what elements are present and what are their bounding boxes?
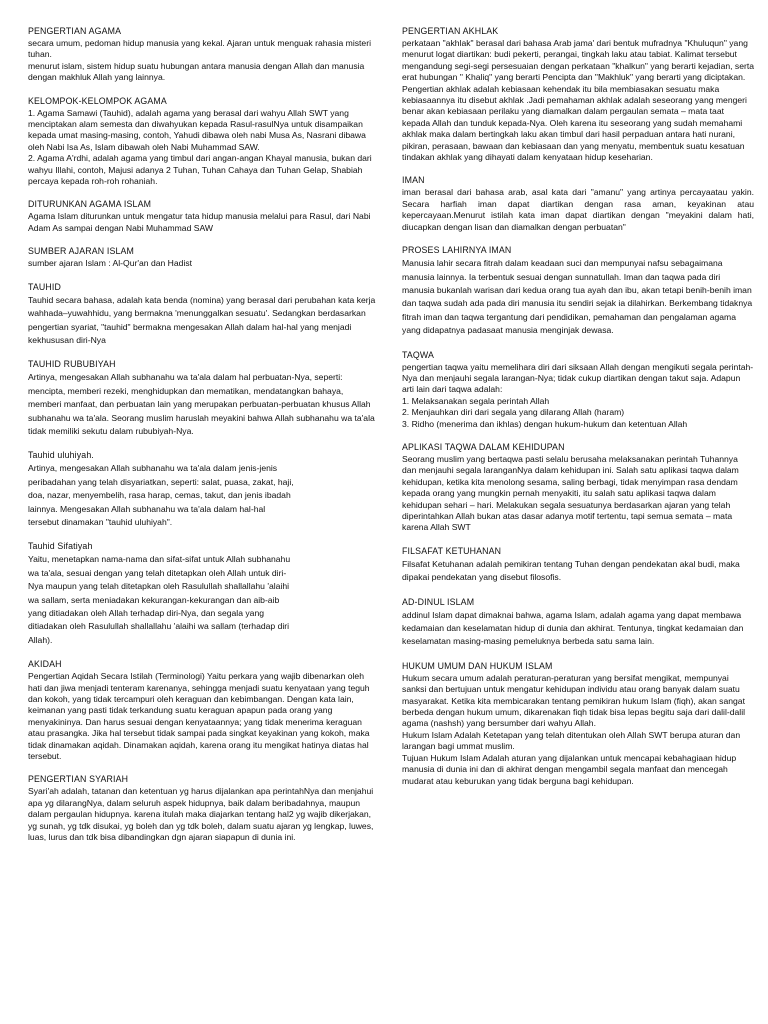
- section-iman: [402, 175, 754, 233]
- section-hukum: [402, 661, 754, 787]
- right-column: [402, 26, 754, 1024]
- paragraph: Agama Islam diturunkan untuk mengatur tata hidup manusia melalui para Rasul, dari Nabi Adam As sampai dengan Nabi Muhammad SAW: [28, 211, 371, 233]
- paragraph: Tujuan Hukum Islam Adalah aturan yang dijalankan untuk mencapai kebahagiaan hidup manusia di dunia ini dan di akhirat dengan mengambil segala manfaat dan mencegah mudarat atau keburukan yang tidak berguna bagi kehidupan.: [402, 752, 737, 786]
- paragraph: Artinya, mengesakan Allah subhanahu wa ta'ala dalam hal perbuatan-Nya, seperti: mencipta, memberi rezeki, menghidupkan dan mematikan, mendatangkan bahaya, memberi manfaat, dan perbuatan lain yang merupakan perbuatan-perbuatan khusus Allah subhanahu wa ta'ala. Seorang muslim haruslah meyakini bahwa Allah subhanahu wa ta'ala tidak memiliki sekutu dalam rububiyah-Nya.: [28, 372, 375, 436]
- section-tauhid-uluhiyah: [28, 450, 376, 529]
- paragraph: Seorang muslim yang bertaqwa pasti selalu berusaha melaksanakan perintah Tuhannya dan menjauhi segala laranganNya dalam kehidupan ini. Salah satu aplikasi taqwa dalam kehidupan, ketika kita menolong sesama, saling berbagi, tidak menyimpan rasa dendam kepada orang yang mungkin pernah menyakiti, itu salah satu aplikasi taqwa dalam kehidupan sehari – hari. Melakukan segala sesuatunya berdasarkan ajaran yang telah diperintahkan Allah bukan atas dasar adanya motif tertentu, tapi semua semata – mata karena Allah SWT: [402, 453, 739, 533]
- section-heading: Tauhid Sifatiyah: [28, 541, 93, 552]
- section-tauhid-rububiyah: [28, 359, 376, 438]
- section-heading: PENGERTIAN SYARIAH: [28, 774, 129, 785]
- section-heading: AD-DINUL ISLAM: [402, 596, 475, 607]
- section-heading: HUKUM UMUM DAN HUKUM ISLAM: [402, 660, 553, 671]
- paragraph: Manusia lahir secara fitrah dalam keadaan suci dan mempunyai nafsu sebagaimana manusia lainnya. Ia terbentuk sesuai dengan sunnatullah. Iman dan taqwa pada diri manusia bukanlah warisan dari kedua orang tua ayah dan ibu, akan tetapi benih-benih iman dan taqwa sudah ada pada diri manusia itu sendiri sejak ia dilahirkan. Berkembang tidaknya fitrah iman dan taqwa tergantung dari pendidikan, pemahaman dan pengalaman agama yang didapatnya padasaat manusia menginjak dewasa.: [402, 258, 753, 336]
- section-akidah: [28, 659, 376, 762]
- paragraph: addinul Islam dapat dimaknai bahwa, agama Islam, adalah agama yang dapat membawa kedamaian dan keselamatan hidup di dunia dan akhirat. Tentunya, tingkat kedamaian dan keselamatan masing-masing pemeluknya berbeda satu sama lain.: [402, 609, 744, 647]
- section-heading: KELOMPOK-KELOMPOK AGAMA: [28, 95, 167, 106]
- paragraph: 2. Agama A'rdhi, adalah agama yang timbul dari angan-angan Khayal manusia, bukan dari wahyu Illahi, contoh, Majusi adanya 2 Tuhan, Tuhan Cahaya dan Tuhan Gelap, Shabiah percaya kepada roh-roh rohaniah.: [28, 153, 372, 187]
- paragraph: menurut islam, sistem hidup suatu hubungan antara manusia dengan Allah dan manusia dengan makhluk Allah yang lainnya.: [28, 60, 365, 83]
- list-item: 2. Menjauhkan diri dari segala yang dilarang Allah (haram): [402, 407, 625, 418]
- section-heading: TAUHID RUBUBIYAH: [28, 359, 116, 370]
- section-heading: Tauhid uluhiyah.: [28, 450, 94, 461]
- section-heading: APLIKASI TAQWA DALAM KEHIDUPAN: [402, 441, 565, 452]
- section-kelompok-agama: [28, 96, 376, 188]
- paragraph: perkataan "akhlak" berasal dari bahasa Arab jama' dari bentuk mufradnya "Khuluqun" yang menurut logat diartikan: budi pekerti, perangai, tingkah laku atau tabiat. Kalimat tersebut mengandung segi-segi persesuaian dengan perkataan "khalkun" yang berarti kejadian, serta erat hubungan " Khaliq" yang berarti Pencipta dan "Makhluk" yang berarti yang diciptakan.: [402, 38, 755, 83]
- section-heading: SUMBER AJARAN ISLAM: [28, 246, 134, 257]
- section-tauhid-sifatiyah: [28, 541, 376, 647]
- section-heading: TAQWA: [402, 349, 435, 360]
- paragraph: Pengertian Aqidah Secara Istilah (Terminologi) Yaitu perkara yang wajib dibenarkan oleh hati dan jiwa menjadi tenteram karenanya, sehingga menjadi suatu kenyataan yang teguh dan kokoh, yang tidak tercampuri oleh keraguan dan kebimbangan. Dengan kata lain, keimanan yang pasti tidak terkandung suatu keraguan apapun pada orang yang menyakininya. Dan harus sesuai dengan kenyataannya; yang tidak menerima keraguan atau prasangka. Jika hal tersebut tidak sampai pada singkat keyakinan yang kokoh, maka tidak dinamakan aqidah. Dinamakan aqidah, karena orang itu mengikat hatinya diatas hal tersebut.: [28, 671, 370, 762]
- section-heading: PROSES LAHIRNYA IMAN: [402, 245, 512, 256]
- section-pengertian-agama: [28, 26, 376, 84]
- section-heading: AKIDAH: [28, 659, 62, 670]
- section-heading: TAUHID: [28, 281, 61, 292]
- section-akhlak: [402, 26, 754, 163]
- paragraph: secara umum, pedoman hidup manusia yang kekal. Ajaran untuk menguak rahasia misteri tuhan.: [28, 38, 371, 60]
- left-column: [28, 26, 376, 1024]
- paragraph: Tauhid secara bahasa, adalah kata benda (nomina) yang berasal dari perubahan kata kerja wahhada–yuwahhidu, yang bermakna 'menunggalkan sesuatu'. Sedangkan berdasarkan pengertian syariat, "tauhid" bermakna mengesakan Allah dalam hal-hal yang menjadi kekhususan diri-Nya: [28, 294, 376, 345]
- paragraph: Hukum secara umum adalah peraturan-peraturan yang bersifat mengikat, mempunyai sanksi dan bertujuan untuk mengatur kehidupan individu atau orang banyak dalam suatu masyarakat. Ketika kita membicarakan tentang pemikiran hukum Islam (fiqh), akan sangat berbeda dengan hukum umum, dikarenakan fiqh tidak bisa lepas begitu saja dari dalil-dalil agama (nashsh) yang bersumber dari wahyu Allah.: [402, 672, 746, 729]
- section-addinul-islam: [402, 597, 754, 649]
- paragraph: Hukum Islam Adalah Ketetapan yang telah ditentukan oleh Allah SWT berupa aturan dan larangan bagi ummat muslim.: [402, 729, 741, 752]
- section-taqwa: [402, 350, 754, 430]
- paragraph: Yaitu, menetapkan nama-nama dan sifat-sifat untuk Allah subhanahu wa ta'ala, sesuai dengan yang telah ditetapkan oleh Allah untuk diri-Nya maupun yang telah ditetapkan oleh Rasulullah shallallahu 'alaihi wa sallam, serta meniadakan kekurangan-kekurangan dan aib-aib yang ditiadakan oleh Allah terhadap diri-Nya, dan segala yang ditiadakan oleh Rasulullah shallallahu 'alaihi wa sallam (terhadap diri Allah).: [28, 554, 291, 645]
- section-heading: DITURUNKAN AGAMA ISLAM: [28, 199, 152, 210]
- section-tauhid: [28, 282, 376, 348]
- paragraph: pengertian taqwa yaitu memelihara diri dari siksaan Allah dengan mengikuti segala perintah-Nya dan menjauhi segala larangan-Nya; tidak cukup diartikan dengan takut saja. Adapun arti lain dari taqwa adalah:: [402, 361, 754, 395]
- section-proses-iman: [402, 245, 754, 337]
- paragraph: sumber ajaran Islam : Al-Qur'an dan Hadist: [28, 258, 193, 269]
- paragraph: Filsafat Ketuhanan adalah pemikiran tentang Tuhan dengan pendekatan akal budi, maka dipakai pendekatan yang disebut filosofis.: [402, 558, 740, 583]
- list-item: 3. Ridho (menerima dan ikhlas) dengan hukum-hukum dan ketentuan Allah: [402, 418, 688, 429]
- list-item: 1. Melaksanakan segala perintah Allah: [402, 395, 550, 406]
- section-filsafat: [402, 546, 754, 585]
- section-heading: FILSAFAT KETUHANAN: [402, 545, 502, 556]
- section-aplikasi-taqwa: [402, 442, 754, 534]
- taqwa-list: [402, 396, 754, 430]
- paragraph: Artinya, mengesakan Allah subhanahu wa ta'ala dalam jenis-jenis peribadahan yang telah disyariatkan, seperti: salat, puasa, zakat, haji, doa, nazar, menyembelih, rasa harap, cemas, takut, dan jenis ibadah lainnya. Mengesakan Allah subhanahu wa ta'ala dalam hal-hal tersebut dinamakan "tauhid uluhiyah".: [28, 463, 294, 527]
- paragraph: 1. Agama Samawi (Tauhid), adalah agama yang berasal dari wahyu Allah SWT yang menciptakan alam semesta dan diwahyukan kepada Rasul-rasulNya untuk disampaikan kepada umat masing-masing, contoh, Yahudi dibawa oleh nabi Musa As, Nasrani dibawa oleh Nabi Isa As, Islam dibawah oleh Nabi Muhammad SAW.: [28, 107, 366, 152]
- paragraph: iman berasal dari bahasa arab, asal kata dari "amanu" yang artinya percayaatau yakin. Secara harfiah iman dapat diartikan dengan rasa aman, keyakinan atau kepercayaan.Menurut istilah kata iman dapat diartikan dengan "meyakini dalam hati, diucapkan dengan lisan dan diamalkan dengan perbuatan": [402, 187, 754, 232]
- section-heading: PENGERTIAN AGAMA: [28, 26, 122, 36]
- section-sumber: [28, 246, 376, 269]
- paragraph: Syari'ah adalah, tatanan dan ketentuan yg harus dijalankan apa perintahNya dan menjahui apa yg dilarangNya, dalam seluruh aspek hidupnya, baik dalam beribadahnya, maupun dalam pergaulan hidupnya. karena itulah maka diajarkan tentang hal2 yg wajib dikerjakan, yg sunah, yg tdk disukai, yg boleh dan yg tdk boleh, dalam suatu ajaran yg lengkap, luwes, luas, lurus dan tdk bisa dibandingkan dgn ajaran siapapun di dunia ini.: [28, 786, 374, 843]
- section-syariah: [28, 774, 376, 843]
- paragraph: Pengertian akhlak adalah kebiasaan kehendak itu bila membiasakan sesuatu maka kebiasaannya itu disebut akhlak .Jadi pemahaman akhlak adalah seseorang yang mengeri benar akan kebiasaan perilaku yang diamalkan dalam pergaulan semata – mata taat kepada Allah dan tunduk kepada-Nya. Oleh karena itu seseorang yang sudah memahami akhlak maka dalam bertingkah laku akan timbul dari hasil perpaduan antara hati nurani, pikiran, perasaan, bawaan dan kebiasaan dan yang menyatu, membentuk suatu kesatuan tindakan akhlak yang dihayati dalam kenyataan hidup keseharian.: [402, 83, 747, 163]
- section-heading: IMAN: [402, 175, 425, 186]
- section-heading: PENGERTIAN AKHLAK: [402, 26, 499, 36]
- section-diturunkan: [28, 199, 376, 234]
